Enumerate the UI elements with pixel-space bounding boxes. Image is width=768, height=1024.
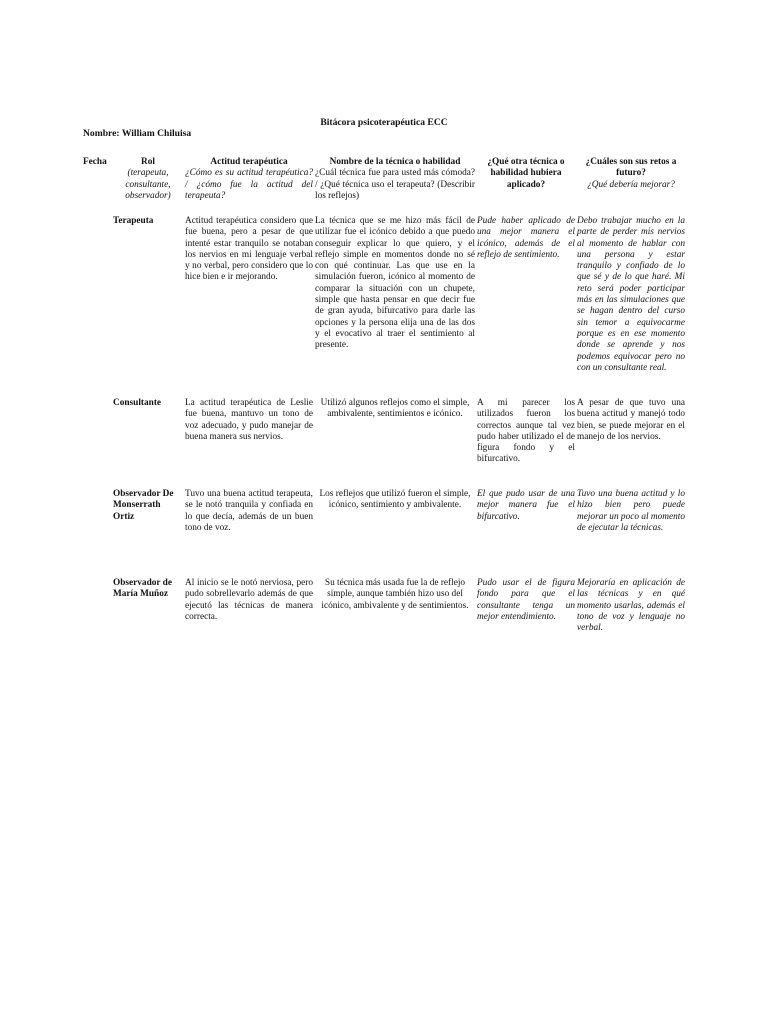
header-retos-subtitle: ¿Qué debería mejorar? bbox=[587, 179, 675, 190]
header-actitud-title: Actitud terapéutica bbox=[210, 157, 288, 167]
row-observador-maria-otra: Pudo usar el de figura fondo para que el consultante tenga un mejor entendimiento. bbox=[477, 578, 575, 622]
row-observador-monserrath-tecnica: Los reflejos que utilizó fueron el simple, icónico, sentimiento y ambivalente. bbox=[319, 489, 471, 511]
row-consultante-rol: Consultante bbox=[113, 398, 162, 408]
row-consultante-tecnica: Utilizó algunos reflejos como el simple, ambivalente, sentimientos e icónico. bbox=[320, 398, 470, 420]
row-observador-monserrath-otra: El que pudo usar de una mejor manera fue el bifurcativo. bbox=[477, 489, 575, 522]
row-observador-monserrath-rol: Observador De Monserrath Ortiz bbox=[113, 489, 174, 522]
header-tecnica-title: Nombre de la técnica o habilidad bbox=[329, 157, 461, 167]
row-terapeuta-tecnica: La técnica que se me hizo más fácil de utilizar fue el icónico debido a que puedo conseguir explicar lo que quiero, y el reflejo simple en momentos donde no sé con qué continuar. Las que use en la simulación fueron, icónico al momento de comparar la situación con un chupete, simple que hasta pensar en que decir fue de gran ayuda, bifurcativo para darle las opciones y la persona elija una de las dos y el evocativo al traer el sentimiento al presente. bbox=[315, 216, 475, 351]
header-otra-tecnica: ¿Qué otra técnica o habilidad hubiera aplicado? bbox=[487, 157, 565, 190]
row-consultante-retos: A pesar de que tuvo una buena actitud y manejó todo bien, se puede mejorar en el manejo de los nervios. bbox=[577, 398, 685, 442]
header-fecha: Fecha bbox=[83, 157, 107, 167]
row-observador-monserrath-actitud: Tuvo una buena actitud terapeuta, se le notó tranquila y confiada en lo que decía, además de un buen tono de voz. bbox=[185, 489, 313, 533]
row-observador-maria-rol: Observador de María Muñoz bbox=[113, 578, 172, 600]
header-tecnica-subtitle: ¿Cuál técnica fue para usted más cómoda? / ¿Qué técnica uso el terapeuta? (Describir los reflejos) bbox=[315, 168, 475, 201]
row-consultante-otra: A mi parecer los utilizados fueron los correctos aunque tal vez pudo haber utilizado el de figura fondo y el bifurcativo. bbox=[477, 398, 575, 465]
row-observador-maria-actitud: Al inicio se le notó nerviosa, pero pudo sobrellevarlo además de que ejecutó las técnicas de manera correcta. bbox=[185, 578, 313, 622]
row-observador-monserrath-retos: Tuvo una buena actitud y lo hizo bien pero puede mejorar un poco al momento de ejecutar la técnicas. bbox=[577, 489, 685, 533]
header-rol-subtitle: (terapeuta, consultante, observador) bbox=[125, 168, 171, 201]
header-rol-title: Rol bbox=[141, 157, 155, 167]
row-terapeuta-otra: Pude haber aplicado de una mejor manera el icónico, además de el reflejo de sentimiento. bbox=[477, 216, 575, 260]
header-actitud-subtitle: ¿Cómo es su actitud terapéutica? / ¿cómo fue la actitud del terapeuta? bbox=[185, 168, 313, 201]
header-actitud bbox=[185, 157, 313, 202]
header-tecnica bbox=[315, 157, 475, 202]
row-terapeuta-actitud: Actitud terapéutica considero que fue buena, pero a pesar de que intenté estar tranquilo se notaban los nervios en mi lenguaje verbal y no verbal, pero considero que lo hice bien e ir mejorando. bbox=[185, 216, 313, 283]
student-name: Nombre: William Chiluisa bbox=[83, 128, 192, 139]
row-observador-maria-retos: Mejoraría en aplicación de las técnicas y en qué momento usarlas, además el tono de voz y lenguaje no verbal. bbox=[577, 578, 685, 634]
row-consultante-actitud: La actitud terapéutica de Leslie fue buena, mantuvo un tono de voz adecuado, y pudo manejar de buena manera sus nervios. bbox=[185, 398, 313, 442]
row-terapeuta-retos: Debo trabajar mucho en la parte de perder mis nervios al momento de hablar con una persona y estar tranquilo y confiado de lo que sé y de lo que haré. Mi reto será poder participar más en las simulaciones que se hagan dentro del curso sin temor a equivocarme porque es en ese momento donde se aprende y nos podemos equivocar pero no con un consultante real. bbox=[577, 216, 685, 373]
header-retos-title: ¿Cuáles son sus retos a futuro? bbox=[585, 157, 677, 179]
header-rol bbox=[113, 157, 183, 202]
document-title: Bitácora psicoterapéutica ECC bbox=[320, 117, 448, 128]
header-retos bbox=[577, 157, 685, 191]
row-observador-maria-tecnica: Su técnica más usada fue la de reflejo simple, aunque también hizo uso del icónico, ambivalente y de sentimientos. bbox=[321, 578, 469, 611]
row-terapeuta-rol: Terapeuta bbox=[113, 216, 154, 226]
